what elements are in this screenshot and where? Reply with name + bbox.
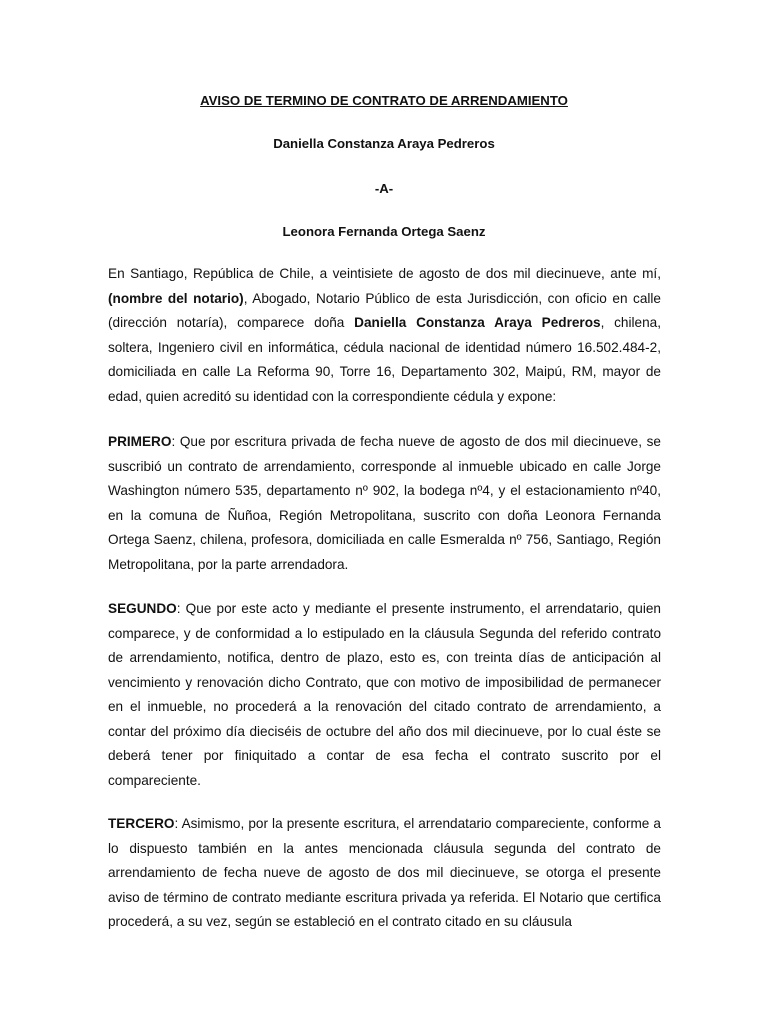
- party-separator: -A-: [374, 181, 394, 196]
- clause-text: : Que por escritura privada de fecha nueve de agosto de dos mil diecinueve, se suscribió un contrato de arrendamiento, corresponde al inmueble ubicado en calle Jorge Washington número 535, departamento nº 902, la bodega nº4, y el estacionamiento nº40, en la comuna de Ñuñoa, Región Metropolitana, suscrito con doña Leonora Fernanda Ortega Saenz, chilena, profesora, domiciliada en calle Esmeralda nº 756, Santiago, Región Metropolitana, por la parte arrendadora.: [108, 434, 661, 572]
- intro-text: En Santiago, República de Chile, a veintisiete de agosto de dos mil diecinueve, ante mí,: [108, 266, 661, 281]
- clause-tercero: [108, 812, 661, 935]
- clause-text: : Asimismo, por la presente escritura, el arrendatario compareciente, conforme a lo dispuesto también en la antes mencionada cláusula segunda del contrato de arrendamiento de fecha nueve de agosto de dos mil diecinueve, se otorga el presente aviso de término de contrato mediante escritura privada ya referida. El Notario que certifica procederá, a su vez, según se estableció en el contrato citado en su cláusula: [108, 816, 661, 929]
- clause-text: : Que por este acto y mediante el presente instrumento, el arrendatario, quien comparece, y de conformidad a lo estipulado en la cláusula Segunda del referido contrato de arrendamiento, notifica, dentro de plazo, esto es, con treinta días de anticipación al vencimiento y renovación dicho Contrato, que con motivo de imposibilidad de permanecer en el inmueble, no procederá a la renovación del citado contrato de arrendamiento, a contar del próximo día dieciséis de octubre del año dos mil diecinueve, por lo cual éste se deberá tener por finiquitado a contar de esa fecha el contrato suscrito por el compareciente.: [108, 601, 661, 788]
- intro-paragraph: [108, 262, 661, 409]
- clause-primero: [108, 430, 661, 577]
- party-two-name: Leonora Fernanda Ortega Saenz: [282, 224, 486, 239]
- clause-label: SEGUNDO: [108, 601, 177, 616]
- clause-segundo: [108, 597, 661, 793]
- document-title: AVISO DE TERMINO DE CONTRATO DE ARRENDAMIENTO: [200, 93, 568, 108]
- party-one-name: Daniella Constanza Araya Pedreros: [273, 136, 495, 151]
- appearing-party-name: Daniella Constanza Araya Pedreros: [354, 315, 601, 330]
- clause-label: TERCERO: [108, 816, 175, 831]
- intro-text: , chilena, soltera, Ingeniero civil en informática, cédula nacional de identidad número 16.502.484-2, domiciliada en calle La Reforma 90, Torre 16, Departamento 302, Maipú, RM, mayor de edad, quien acreditó su identidad con la correspondiente cédula y expone:: [108, 315, 661, 404]
- clause-label: PRIMERO: [108, 434, 172, 449]
- intro-text: , Abogado, Notario Público de esta Jurisdicción, con oficio en calle (dirección notaría), comparece doña: [108, 290, 661, 330]
- notary-name-placeholder: (nombre del notario): [108, 290, 244, 306]
